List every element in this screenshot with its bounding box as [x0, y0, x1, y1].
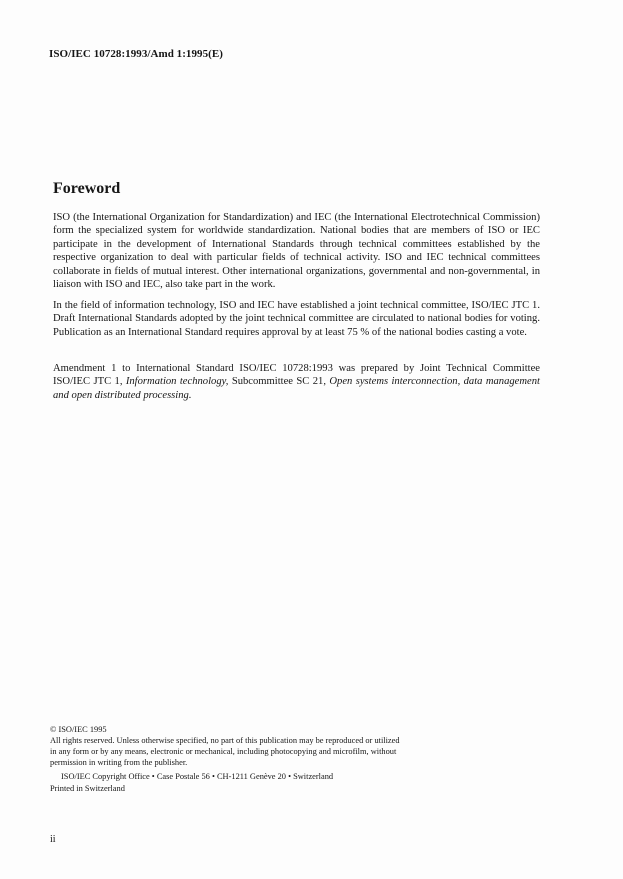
paragraph-3-italic-b: Open systems interconnection, data management and open distributed processing. — [53, 376, 540, 401]
foreword-paragraph-3 — [53, 362, 540, 402]
copyright-block — [50, 724, 400, 794]
paragraph-3-text-a: Amendment 1 to International Standard ISO/IEC 10728:1993 was prepared by Joint Technical Committee ISO/IEC JTC 1, — [53, 363, 540, 388]
foreword-paragraph-2: In the field of information technology, ISO and IEC have established a joint technical committee, ISO/IEC JTC 1. Draft International Standards adopted by the joint technical committee are circulated to national bodies for voting. Publication as an International Standard requires approval by at least 75 % of the national bodies casting a vote. — [53, 300, 540, 338]
printed-in: Printed in Switzerland — [50, 784, 125, 793]
page-number: ii — [50, 834, 56, 845]
foreword-heading: Foreword — [53, 180, 121, 197]
copyright-office: ISO/IEC Copyright Office • Case Postale 56 • CH-1211 Genève 20 • Switzerland — [61, 772, 334, 781]
rights-statement: All rights reserved. Unless otherwise specified, no part of this publication may be reproduced or utilized in any form or by any means, electronic or mechanical, including photocopying and microfilm, without permission in writing from the publisher. — [50, 736, 400, 767]
copyright-line: © ISO/IEC 1995 — [50, 725, 107, 734]
document-id-header: ISO/IEC 10728:1993/Amd 1:1995(E) — [49, 48, 223, 60]
paragraph-3-text-b: Subcommittee SC 21, — [228, 376, 330, 388]
foreword-paragraph-1: ISO (the International Organization for Standardization) and IEC (the International Electrotechnical Commission) form the specialized system for worldwide standardization. National bodies that are members of ISO or IEC participate in the development of International Standards through technical committees established by the respective organization to deal with particular fields of technical activity. ISO and IEC technical committees collaborate in fields of mutual interest. Other international organizations, governmental and non-governmental, in liaison with ISO and IEC, also take part in the work. — [53, 212, 540, 291]
paragraph-3-italic-a: Information technology, — [125, 376, 229, 388]
